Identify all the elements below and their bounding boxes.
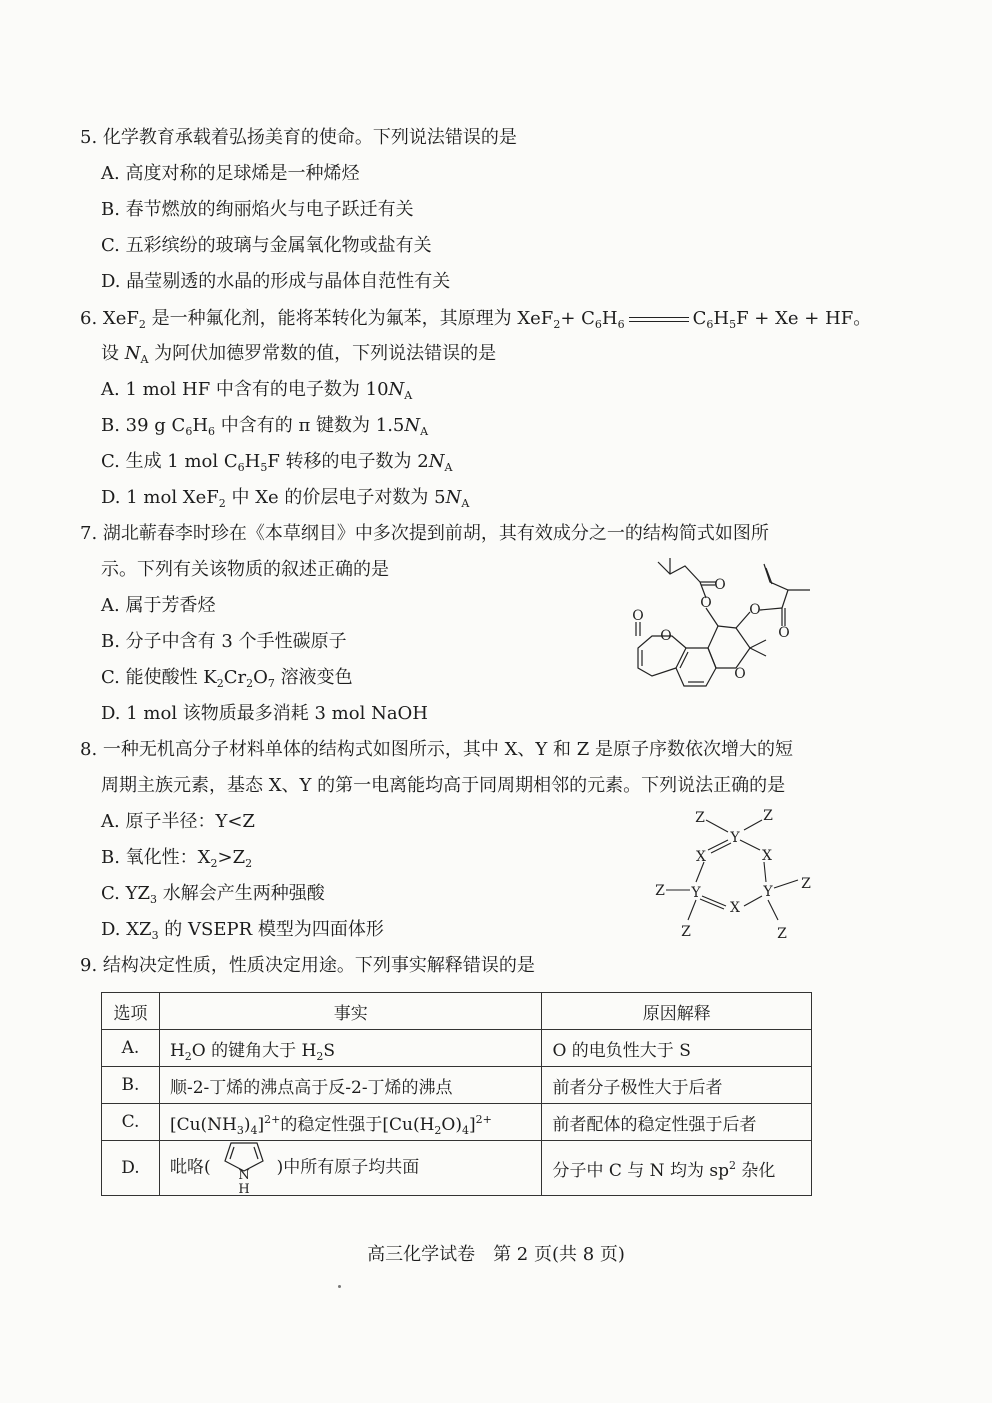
row-reason: 前者分子极性大于后者 bbox=[542, 1067, 812, 1104]
q5-option-a: A. 高度对称的足球烯是一种烯烃 bbox=[101, 163, 360, 184]
atom-label: X bbox=[762, 848, 772, 864]
table-row bbox=[102, 1141, 812, 1196]
atom-label: O bbox=[660, 628, 672, 644]
q8-option-b: B. 氧化性：$X_2>Z_2$ bbox=[101, 847, 253, 870]
atom-label: Z bbox=[655, 883, 665, 899]
equals-sign bbox=[629, 317, 689, 322]
table-row bbox=[102, 1030, 812, 1067]
atom-label: Z bbox=[801, 876, 811, 892]
q7-stem-line2: 示。下列有关该物质的叙述正确的是 bbox=[101, 559, 389, 580]
q7-option-d: D. 1 mol 该物质最多消耗 3 mol NaOH bbox=[101, 703, 429, 724]
q8-option-c: C. $YZ_3$ 水解会产生两种强酸 bbox=[101, 883, 325, 906]
q8-stem-line2: 周期主族元素，基态 X、Y 的第一电离能均高于同周期相邻的元素。下列说法正确的是 bbox=[101, 775, 786, 796]
q9-stem: 9. 结构决定性质，性质决定用途。下列事实解释错误的是 bbox=[80, 955, 535, 976]
q8-option-d: D. $XZ_3$ 的 VSEPR 模型为四面体形 bbox=[101, 919, 384, 942]
q7-option-a: A. 属于芳香烃 bbox=[101, 595, 216, 616]
q7-option-c: C. 能使酸性 $K_2Cr_2O_7$ 溶液变色 bbox=[101, 667, 353, 690]
header-option: 选项 bbox=[102, 993, 160, 1030]
q5-option-b: B. 春节燃放的绚丽焰火与电子跃迁有关 bbox=[101, 199, 414, 220]
q7-option-b: B. 分子中含有 3 个手性碳原子 bbox=[101, 631, 347, 652]
table-row bbox=[102, 1067, 812, 1104]
q9-table bbox=[101, 992, 812, 1196]
row-fact: 顺-2-丁烯的沸点高于反-2-丁烯的沸点 bbox=[159, 1067, 542, 1104]
atom-label: X bbox=[730, 900, 740, 916]
atom-label: O bbox=[734, 666, 746, 682]
row-fact: $H_2O$ 的键角大于 $H_2S$ bbox=[159, 1030, 542, 1067]
atom-label: Z bbox=[695, 810, 705, 826]
pyrrole-structure bbox=[211, 1141, 277, 1195]
row-option: A. bbox=[102, 1030, 160, 1067]
row-reason: 前者配体的稳定性强于后者 bbox=[542, 1104, 812, 1141]
table-row bbox=[102, 1104, 812, 1141]
q7-stem-line1: 7. 湖北蕲春李时珍在《本草纲目》中多次提到前胡，其有效成分之一的结构简式如图所 bbox=[80, 523, 769, 544]
atom-label: N bbox=[237, 1168, 250, 1183]
q6-option-c: C. 生成 1 mol $C_6H_5F$ 转移的电子数为 $2N_A$ bbox=[101, 451, 453, 474]
atom-label: O bbox=[778, 625, 790, 641]
atom-label: Z bbox=[681, 924, 691, 940]
atom-label: Y bbox=[730, 830, 740, 846]
q6-stem-line2: 设 $N_A$ 为阿伏加德罗常数的值，下列说法错误的是 bbox=[101, 343, 497, 366]
atom-label: H bbox=[237, 1182, 250, 1195]
q6-option-d: D. 1 mol XeF$_2$ 中 Xe 的价层电子对数为 $5N_A$ bbox=[101, 487, 470, 510]
atom-label: X bbox=[696, 849, 706, 865]
atom-label: Y bbox=[691, 885, 701, 901]
atom-label: Z bbox=[763, 808, 773, 824]
q6-stem-line1: 6. XeF$_2$ 是一种氟化剂，能将苯转化为氟苯，其原理为 $XeF_2+ C_6H_6$ $C_6H_5F + Xe$ + HF。 bbox=[80, 308, 872, 331]
q8-ring-structure bbox=[640, 808, 820, 948]
q5-option-c: C. 五彩缤纷的玻璃与金属氧化物或盐有关 bbox=[101, 235, 432, 256]
q6-option-a: A. 1 mol HF 中含有的电子数为 $10N_A$ bbox=[101, 379, 413, 402]
row-reason: O 的电负性大于 S bbox=[542, 1030, 812, 1067]
atom-label: O bbox=[714, 577, 726, 593]
q5-option-d: D. 晶莹剔透的水晶的形成与晶体自范性有关 bbox=[101, 271, 451, 292]
row-fact: $[Cu(NH_3)_4]^{2+}$的稳定性强于$[Cu(H_2O)_4]^{2+}$ bbox=[159, 1104, 542, 1141]
q5-stem: 5. 化学教育承载着弘扬美育的使命。下列说法错误的是 bbox=[80, 127, 517, 148]
atom-label: O bbox=[632, 608, 644, 624]
header-fact: 事实 bbox=[159, 993, 542, 1030]
atom-label: O bbox=[700, 595, 712, 611]
q8-option-a: A. 原子半径：Y<Z bbox=[101, 811, 255, 832]
page-footer: 高三化学试卷 第 2 页(共 8 页) bbox=[367, 1244, 625, 1265]
header-reason: 原因解释 bbox=[542, 993, 812, 1030]
row-reason: 分子中 C 与 N 均为 $sp^2$ 杂化 bbox=[542, 1141, 812, 1196]
q8-stem-line1: 8. 一种无机高分子材料单体的结构式如图所示，其中 X、Y 和 Z 是原子序数依次增大的短 bbox=[80, 739, 793, 760]
table-header-row bbox=[102, 993, 812, 1030]
atom-label: Y bbox=[763, 884, 773, 900]
row-option: B. bbox=[102, 1067, 160, 1104]
row-option: D. bbox=[102, 1141, 160, 1196]
q7-molecule-structure bbox=[610, 552, 820, 702]
stray-dot bbox=[338, 1285, 341, 1288]
q6-option-b: B. 39 g $C_6H_6$ 中含有的 π 键数为 $1.5N_A$ bbox=[101, 415, 429, 438]
atom-label: O bbox=[749, 602, 761, 618]
row-fact: 吡咯( N H )中所有原子均共面 bbox=[159, 1141, 542, 1196]
atom-label: Z bbox=[777, 926, 787, 942]
row-option: C. bbox=[102, 1104, 160, 1141]
